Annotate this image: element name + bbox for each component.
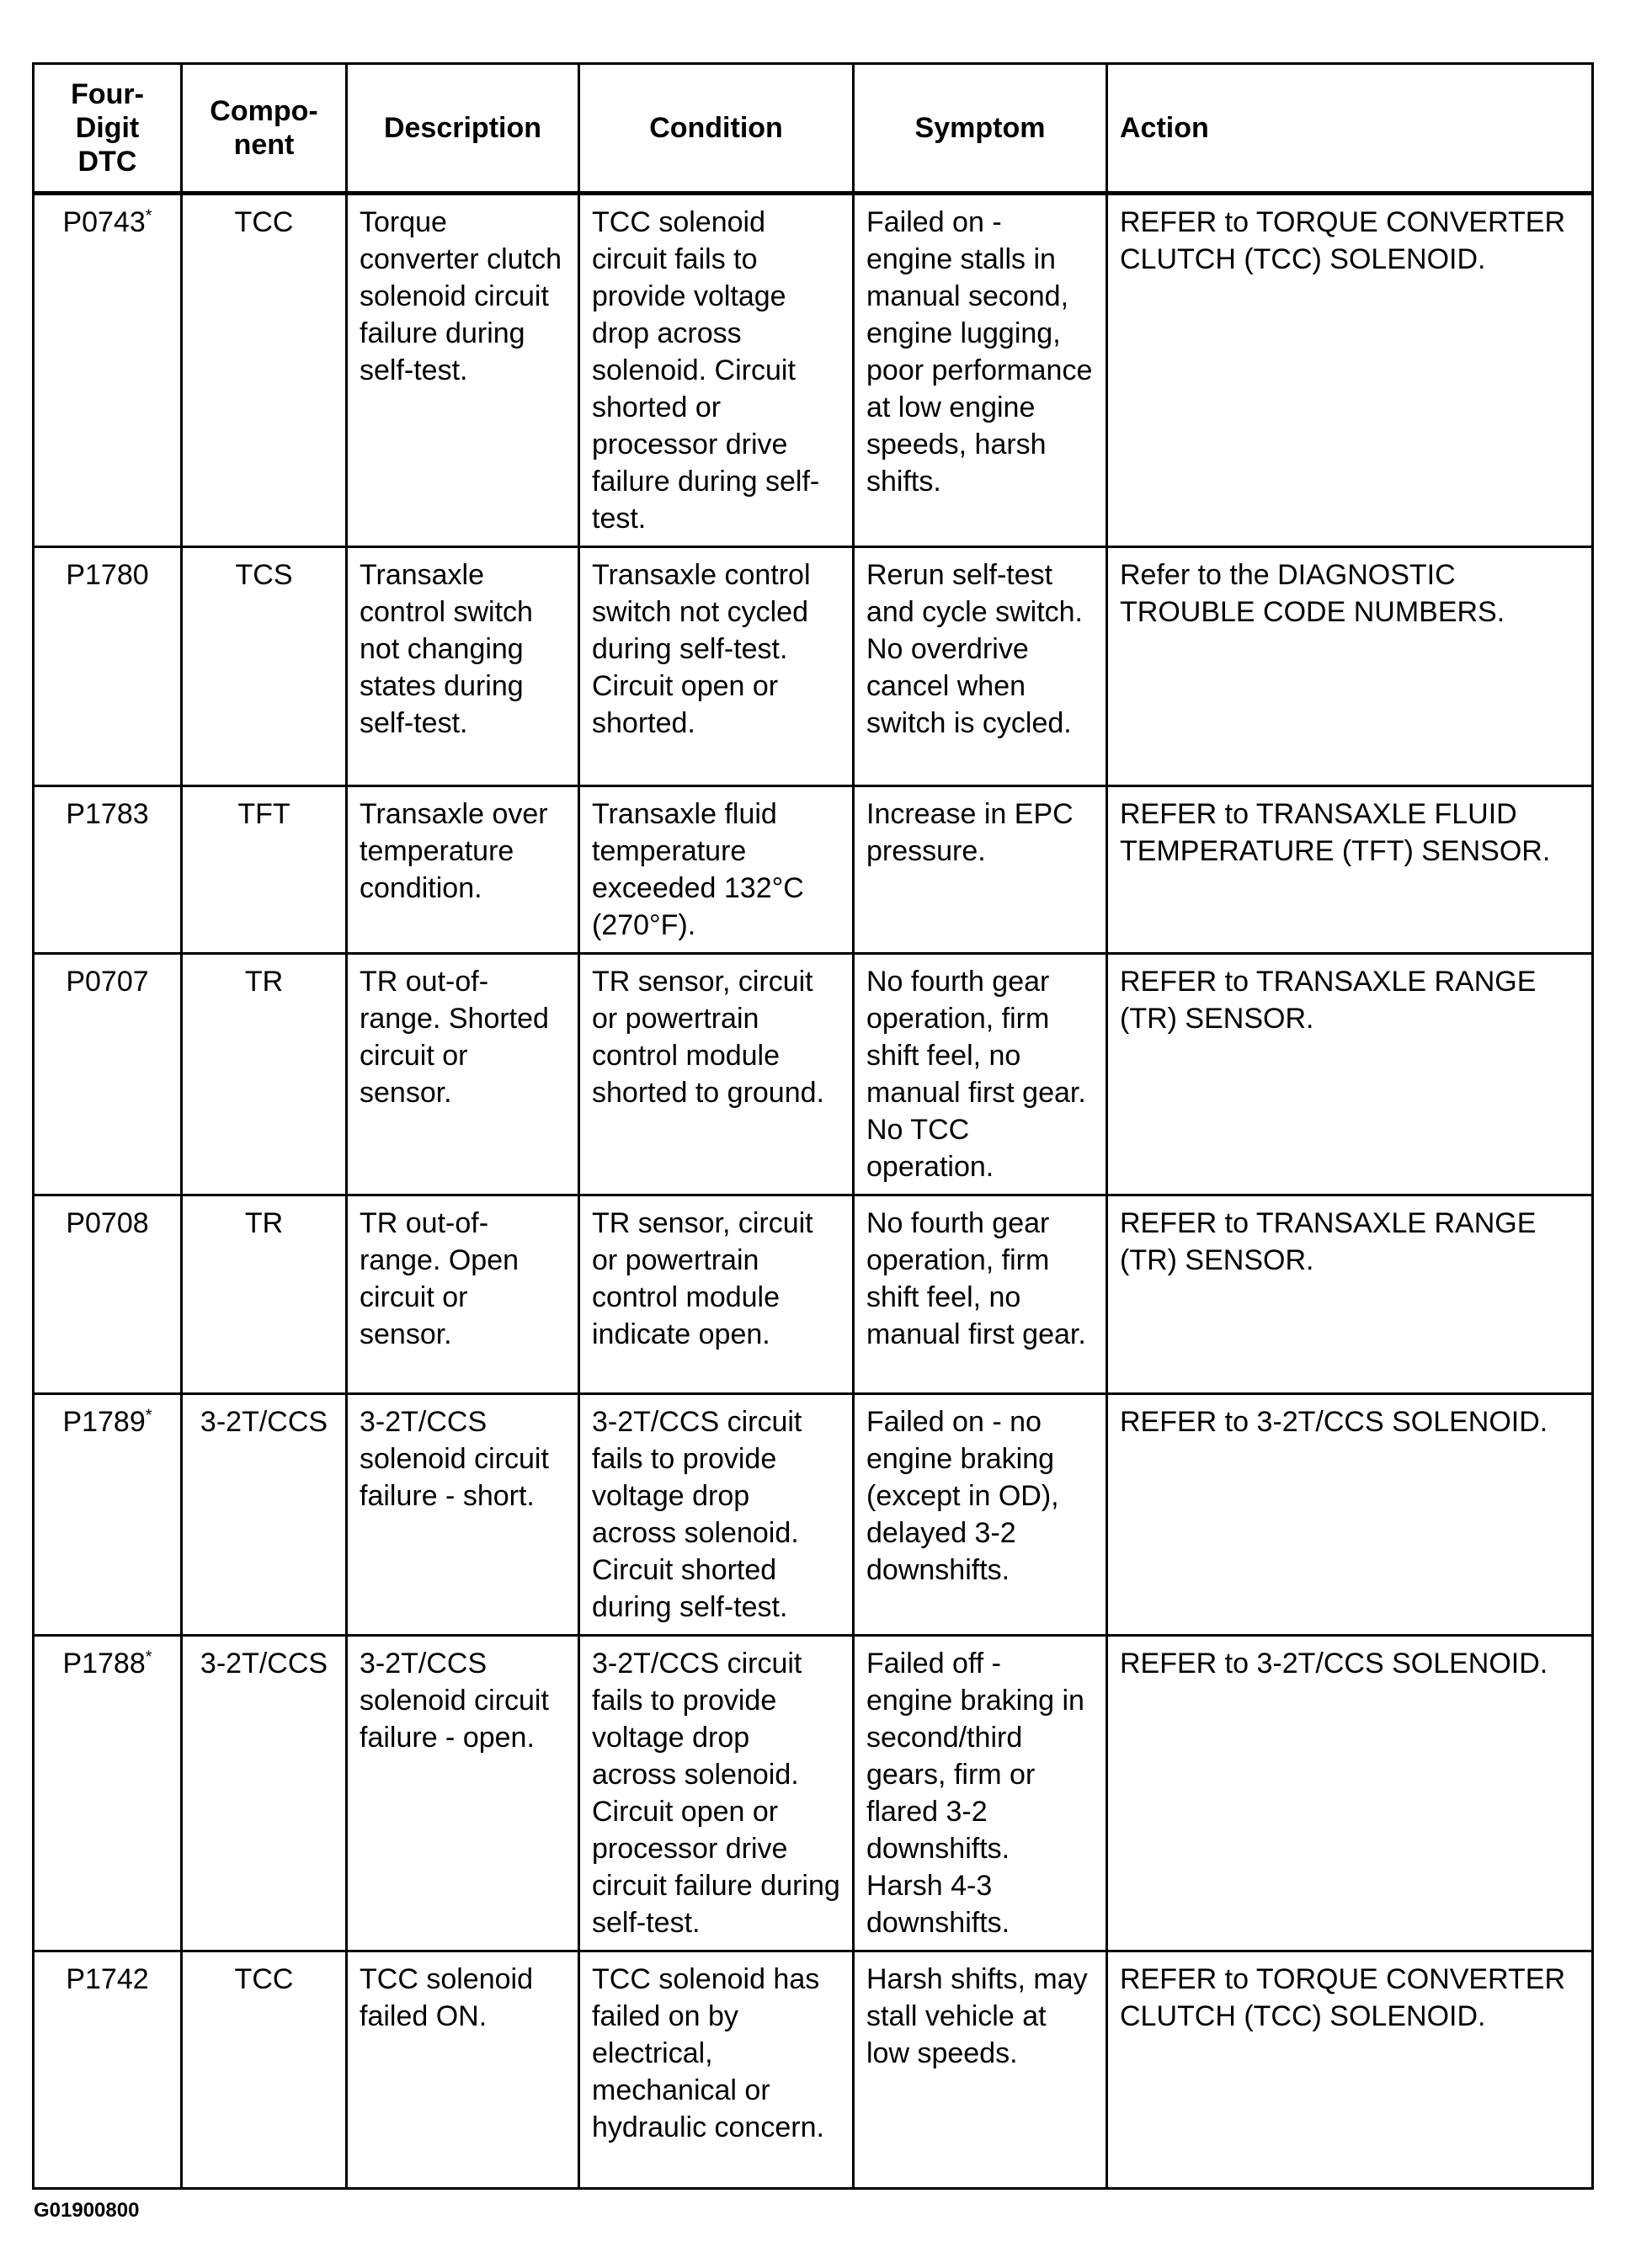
condition-cell: TR sensor, circuit or powertrain control module indicate open. <box>579 1195 854 1394</box>
symptom-cell: Increase in EPC pressure. <box>854 786 1107 954</box>
description-cell: Transaxle control switch not changing states during self-test. <box>347 547 579 786</box>
table-row <box>34 194 1593 547</box>
description-cell: Transaxle over temperature condition. <box>347 786 579 954</box>
component-cell: TFT <box>182 786 347 954</box>
table-row <box>34 786 1593 954</box>
header-symptom: Symptom <box>854 64 1107 194</box>
description-cell: Torque converter clutch solenoid circuit failure during self-test. <box>347 194 579 547</box>
dtc-code: P0708 <box>66 1207 149 1239</box>
symptom-cell: Rerun self-test and cycle switch. No overdrive cancel when switch is cycled. <box>854 547 1107 786</box>
symptom-cell: Failed off - engine braking in second/third gears, firm or flared 3-2 downshifts. Harsh 4-3 downshifts. <box>854 1636 1107 1951</box>
description-cell: 3-2T/CCS solenoid circuit failure - open. <box>347 1636 579 1951</box>
condition-cell: Transaxle fluid temperature exceeded 132°C (270°F). <box>579 786 854 954</box>
dtc-code: P0707 <box>66 966 149 998</box>
table-row <box>34 1394 1593 1636</box>
component-cell: TCC <box>182 194 347 547</box>
description-cell: TCC solenoid failed ON. <box>347 1951 579 2189</box>
action-cell: REFER to TORQUE CONVERTER CLUTCH (TCC) SOLENOID. <box>1107 194 1593 547</box>
dtc-cell <box>34 1636 182 1951</box>
condition-cell: TR sensor, circuit or powertrain control module shorted to ground. <box>579 954 854 1195</box>
table-header <box>34 64 1593 194</box>
symptom-cell: No fourth gear operation, firm shift feel, no manual first gear. <box>854 1195 1107 1394</box>
action-cell: REFER to TORQUE CONVERTER CLUTCH (TCC) SOLENOID. <box>1107 1951 1593 2189</box>
component-cell: TR <box>182 954 347 1195</box>
component-cell: TR <box>182 1195 347 1394</box>
action-cell: REFER to TRANSAXLE RANGE (TR) SENSOR. <box>1107 954 1593 1195</box>
component-cell: TCC <box>182 1951 347 2189</box>
action-cell: REFER to 3-2T/CCS SOLENOID. <box>1107 1636 1593 1951</box>
condition-cell: TCC solenoid circuit fails to provide voltage drop across solenoid. Circuit shorted or processor drive failure during self-test. <box>579 194 854 547</box>
condition-cell: 3-2T/CCS circuit fails to provide voltage drop across solenoid. Circuit shorted during self-test. <box>579 1394 854 1636</box>
description-cell: TR out-of-range. Shorted circuit or sensor. <box>347 954 579 1195</box>
header-row <box>34 64 1593 194</box>
dtc-cell <box>34 786 182 954</box>
dtc-code: P1783 <box>66 798 149 830</box>
header-dtc: Four- Digit DTC <box>34 64 182 194</box>
dtc-code: P1789 <box>62 1406 146 1438</box>
symptom-cell: Failed on - engine stalls in manual second, engine lugging, poor performance at low engine speeds, harsh shifts. <box>854 194 1107 547</box>
action-cell: REFER to TRANSAXLE FLUID TEMPERATURE (TFT) SENSOR. <box>1107 786 1593 954</box>
symptom-cell: Harsh shifts, may stall vehicle at low speeds. <box>854 1951 1107 2189</box>
dtc-code: P1788 <box>62 1648 146 1680</box>
dtc-marker: * <box>145 206 152 226</box>
symptom-cell: Failed on - no engine braking (except in OD), delayed 3-2 downshifts. <box>854 1394 1107 1636</box>
figure-id-label: G01900800 <box>34 2199 140 2222</box>
dtc-cell <box>34 1394 182 1636</box>
table-row <box>34 1195 1593 1394</box>
header-condition: Condition <box>579 64 854 194</box>
condition-cell: Transaxle control switch not cycled during self-test. Circuit open or shorted. <box>579 547 854 786</box>
dtc-cell <box>34 1195 182 1394</box>
component-cell: 3-2T/CCS <box>182 1636 347 1951</box>
table-body <box>34 194 1593 2189</box>
header-description: Description <box>347 64 579 194</box>
dtc-code: P1780 <box>66 559 149 591</box>
action-cell: REFER to TRANSAXLE RANGE (TR) SENSOR. <box>1107 1195 1593 1394</box>
dtc-cell <box>34 194 182 547</box>
description-cell: TR out-of-range. Open circuit or sensor. <box>347 1195 579 1394</box>
dtc-code: P0743 <box>62 206 146 238</box>
dtc-marker: * <box>145 1648 152 1667</box>
table-row <box>34 954 1593 1195</box>
component-cell: TCS <box>182 547 347 786</box>
table-row <box>34 1636 1593 1951</box>
table-row <box>34 547 1593 786</box>
action-cell: REFER to 3-2T/CCS SOLENOID. <box>1107 1394 1593 1636</box>
dtc-table <box>32 62 1594 2190</box>
header-component: Compo- nent <box>182 64 347 194</box>
description-cell: 3-2T/CCS solenoid circuit failure - short. <box>347 1394 579 1636</box>
component-cell: 3-2T/CCS <box>182 1394 347 1636</box>
action-cell: Refer to the DIAGNOSTIC TROUBLE CODE NUMBERS. <box>1107 547 1593 786</box>
dtc-marker: * <box>145 1406 152 1425</box>
header-action: Action <box>1107 64 1593 194</box>
dtc-cell <box>34 1951 182 2189</box>
dtc-cell <box>34 954 182 1195</box>
dtc-code: P1742 <box>66 1963 149 1995</box>
table-row <box>34 1951 1593 2189</box>
dtc-cell <box>34 547 182 786</box>
symptom-cell: No fourth gear operation, firm shift feel, no manual first gear. No TCC operation. <box>854 954 1107 1195</box>
condition-cell: 3-2T/CCS circuit fails to provide voltage drop across solenoid. Circuit open or processor drive circuit failure during self-test. <box>579 1636 854 1951</box>
condition-cell: TCC solenoid has failed on by electrical, mechanical or hydraulic concern. <box>579 1951 854 2189</box>
